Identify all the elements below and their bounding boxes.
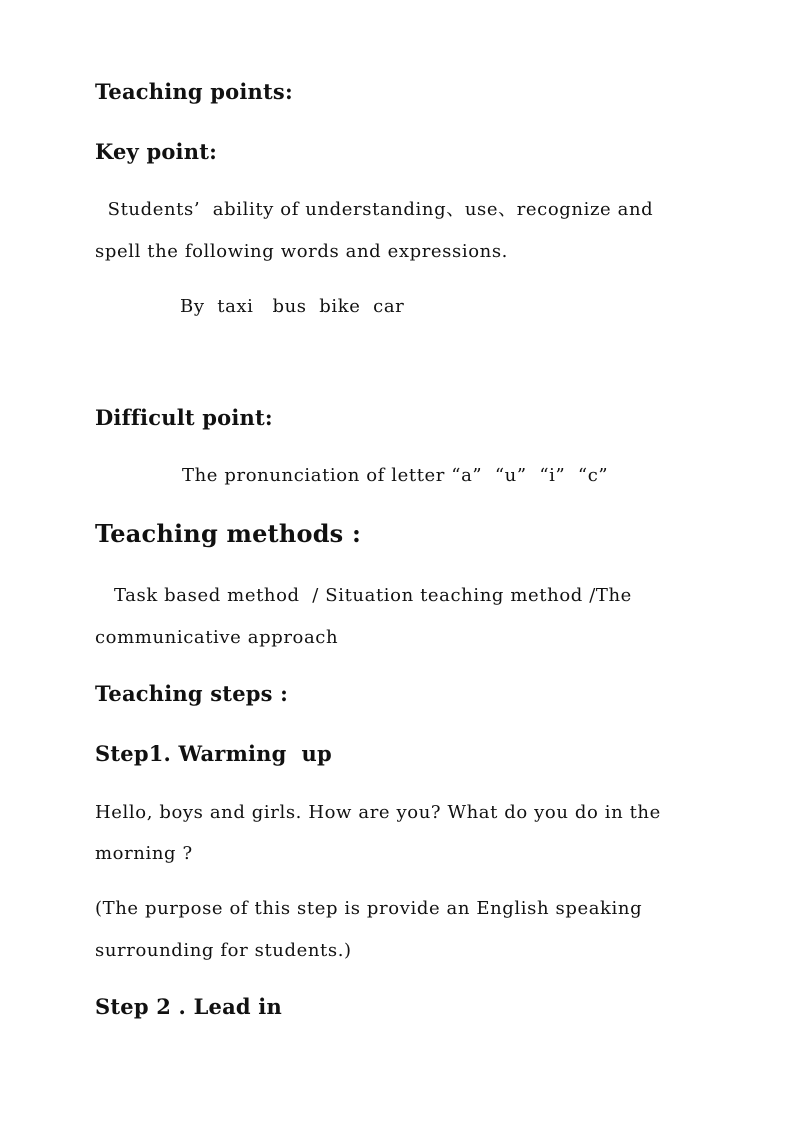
difficult-point-text: The pronunciation of letter “a” “u” “i” “c” xyxy=(182,465,609,486)
step1-text-line2: morning ? xyxy=(95,843,193,864)
teaching-points-heading: Teaching points: xyxy=(95,79,293,104)
step1-note-line1: (The purpose of this step is provide an English speaking xyxy=(95,898,643,919)
step2-heading: Step 2 . Lead in xyxy=(95,994,282,1019)
step1-note-line2: surrounding for students.) xyxy=(95,940,352,961)
key-point-text-line2: spell the following words and expressions. xyxy=(95,241,508,262)
difficult-point-heading: Difficult point: xyxy=(95,405,273,430)
step1-text-line1: Hello, boys and girls. How are you? What do you do in the xyxy=(95,802,661,823)
teaching-methods-text-line2: communicative approach xyxy=(95,627,339,648)
key-point-text-line1: Students’ ability of understanding、use、recognize and xyxy=(95,199,654,220)
key-point-heading: Key point: xyxy=(95,139,218,164)
teaching-methods-text-line1: Task based method / Situation teaching method /The xyxy=(95,585,632,606)
key-point-words: By taxi bus bike car xyxy=(180,296,405,317)
teaching-steps-heading: Teaching steps : xyxy=(95,681,289,706)
teaching-methods-heading: Teaching methods : xyxy=(95,519,362,548)
step1-heading: Step1. Warming up xyxy=(95,741,332,766)
